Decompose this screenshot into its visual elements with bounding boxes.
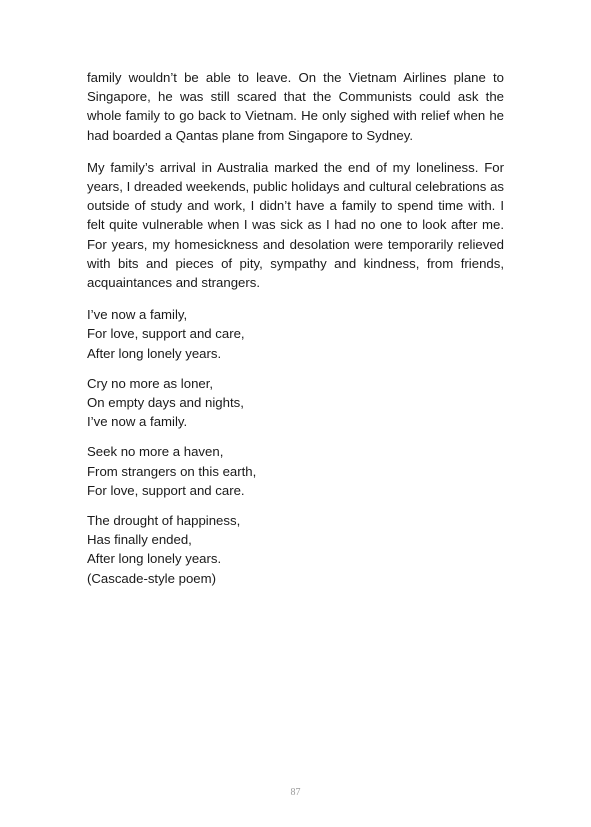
- paragraph-family-arrival: My family’s arrival in Australia marked the end of my loneliness. For years, I dreaded weekends, public holidays and cultural celebrations as outside of study and work, I didn’t have a family to spend time with. I felt quite vulnerable when I was sick as I had no one to look after me. For years, my homesickness and desolation were temporarily relieved with bits and pieces of pity, sympathy and kindness, from friends, acquaintances and strangers.: [87, 159, 504, 291]
- paragraph-escape-journey: family wouldn’t be able to leave. On the Vietnam Airlines plane to Singapore, he was still scared that the Communists could ask the whole family to go back to Vietnam. He only sighed with relief when he had boarded a Qantas plane from Singapore to Sydney.: [87, 70, 504, 143]
- poem-stanza: [87, 305, 504, 363]
- poem-line: From strangers on this earth,: [87, 463, 257, 479]
- poem-stanza: [87, 374, 504, 432]
- poem-stanza: [87, 442, 504, 500]
- poem-stanza: [87, 511, 504, 588]
- poem-line: For love, support and care,: [87, 326, 245, 342]
- poem-line: The drought of happiness,: [87, 513, 241, 529]
- poem-attribution: (Cascade-style poem): [87, 570, 216, 586]
- poem-line: I’ve now a family,: [87, 307, 188, 323]
- poem-line: Seek no more a haven,: [87, 444, 224, 460]
- poem-line: After long lonely years.: [87, 551, 222, 567]
- page-number: 87: [290, 787, 301, 798]
- poem-line: I’ve now a family.: [87, 414, 188, 430]
- poem: [87, 305, 504, 588]
- poem-line: Has finally ended,: [87, 532, 192, 548]
- poem-line: After long lonely years.: [87, 345, 222, 361]
- page-body: [87, 68, 504, 599]
- poem-line: Cry no more as loner,: [87, 375, 214, 391]
- poem-line: For love, support and care.: [87, 482, 245, 498]
- poem-line: On empty days and nights,: [87, 395, 244, 411]
